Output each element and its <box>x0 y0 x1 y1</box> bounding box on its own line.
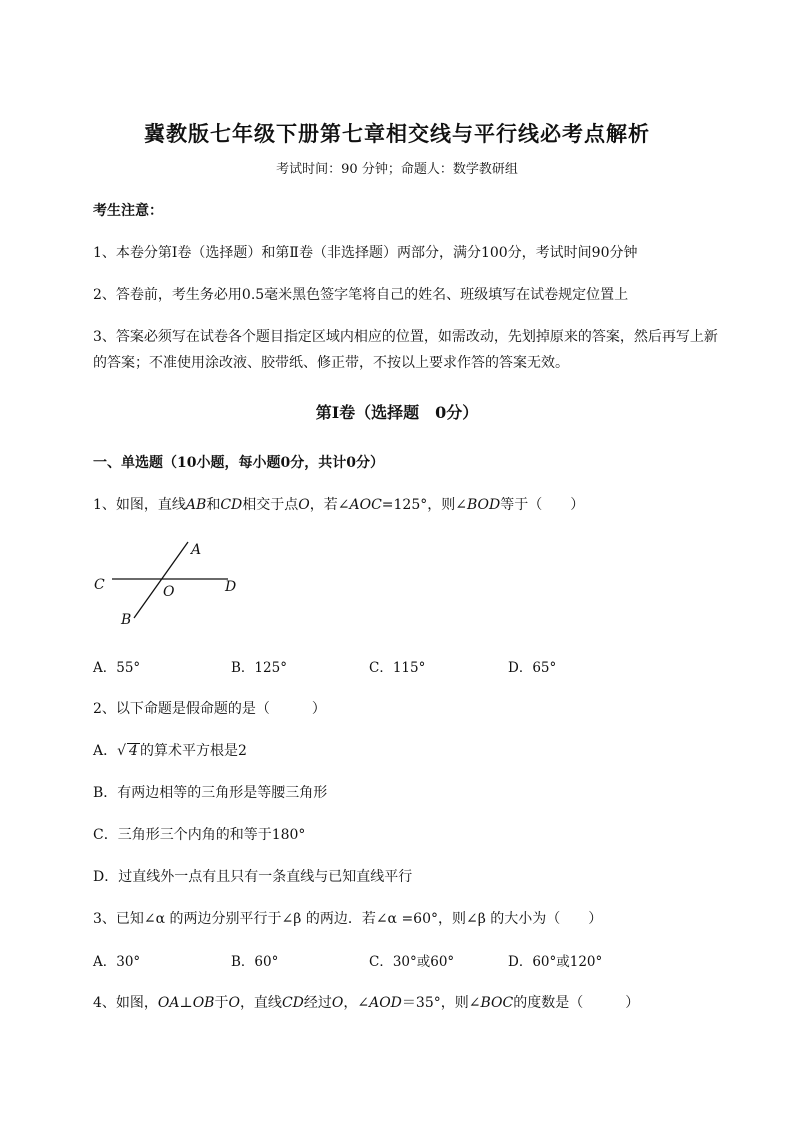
q1-option-d: D．65° <box>508 660 557 676</box>
label-b: B <box>121 612 132 628</box>
q3-option-d: D．60°或120° <box>508 954 603 970</box>
notice-item-2: 2、答卷前，考生务必用0.5毫米黑色签字笔将自己的姓名、班级填写在试卷规定位置上 <box>93 287 629 303</box>
intersecting-lines-figure <box>88 536 248 632</box>
line-ab <box>134 542 188 618</box>
q2-option-a: A．√ 4 的算术平方根是2 <box>93 743 247 759</box>
q1-option-c: C．115° <box>369 660 426 676</box>
exam-info: 考试时间：90 分钟；命题人：数学教研组 <box>276 162 518 177</box>
label-c: C <box>94 577 105 593</box>
question-3: 3、已知∠α 的两边分别平行于∠β 的两边．若∠α =60°，则∠β 的大小为（ ） <box>93 911 603 927</box>
q2-option-c: C．三角形三个内角的和等于180° <box>93 827 306 843</box>
question-2: 2、以下命题是假命题的是（ ） <box>93 701 326 717</box>
section-title: 第Ⅰ卷（选择题 0分） <box>315 403 479 422</box>
q3-option-a: A．30° <box>93 954 141 970</box>
part-heading: 一、单选题（10小题，每小题0分，共计0分） <box>93 455 384 471</box>
page-title: 冀教版七年级下册第七章相交线与平行线必考点解析 <box>144 121 650 146</box>
q1-option-b: B．125° <box>231 660 287 676</box>
q3-option-b: B．60° <box>231 954 279 970</box>
q2-option-d: D．过直线外一点有且只有一条直线与已知直线平行 <box>93 869 413 885</box>
notice-item-3-cont: 的答案；不准使用涂改液、胶带纸、修正带，不按以上要求作答的答案无效。 <box>93 355 569 371</box>
label-d: D <box>225 579 237 595</box>
q3-option-c: C．30°或60° <box>369 954 455 970</box>
question-1: 1、如图，直线AB和CD相交于点O，若∠AOC=125°，则∠BOD等于（ ） <box>93 497 585 513</box>
q2-option-b: B．有两边相等的三角形是等腰三角形 <box>93 785 328 801</box>
notice-item-3: 3、答案必须写在试卷各个题目指定区域内相应的位置，如需改动，先划掉原来的答案，然后再写上新 <box>93 329 718 345</box>
question-4: 4、如图，OA⊥OB于O，直线CD经过O，∠AOD＝35°，则∠BOC的度数是（ ） <box>93 995 640 1011</box>
notice-heading: 考生注意： <box>93 203 163 219</box>
label-a: A <box>191 542 202 558</box>
label-o: O <box>163 584 175 600</box>
q1-option-a: A．55° <box>93 660 141 676</box>
notice-item-1: 1、本卷分第Ⅰ卷（选择题）和第Ⅱ卷（非选择题）两部分，满分100分，考试时间90分钟 <box>93 245 638 261</box>
